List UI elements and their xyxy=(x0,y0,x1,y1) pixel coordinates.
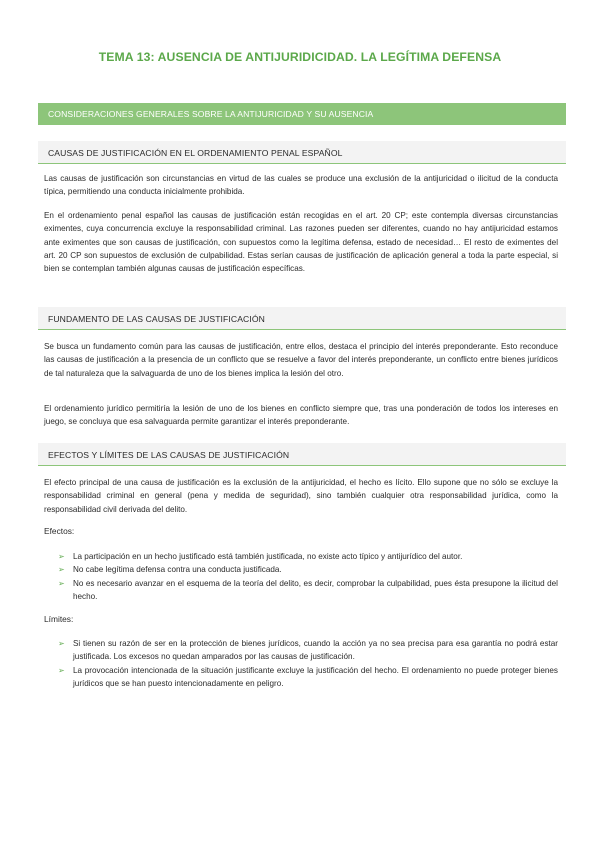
paragraph: En el ordenamiento penal español las causas de justificación están recogidas en el art. 20 CP; este contempla diversas circunstancias eximentes, cuya concurrencia excluye la responsabilidad criminal. Las razones pueden ser diferentes, cuando no hay antijuricidad estamos ante eximentes que son causas de justificación, con supuestos como la legítima defensa, estado de necesidad… El resto de eximentes del art. 20 CP son supuestos de exclusión de culpabilidad. Estas serían causas de justificación de aplicación general a toda la parte especial, si bien se contemplan también algunas causas de justificación específicas. xyxy=(44,211,558,274)
paragraph: Las causas de justificación son circunstancias en virtud de las cuales se produce una exclusión de la antijuricidad o ilicitud de la conducta típica, permitiendo una conducta inicialmente prohibida. xyxy=(44,174,558,197)
arrow-bullet-icon: ➢ xyxy=(58,639,65,648)
document-title: TEMA 13: AUSENCIA DE ANTIJURIDICIDAD. LA LEGÍTIMA DEFENSA xyxy=(98,50,502,64)
section-heading-fundamento: FUNDAMENTO DE LAS CAUSAS DE JUSTIFICACIÓN xyxy=(38,307,566,330)
list-item-text: No cabe legítima defensa contra una conducta justificada. xyxy=(73,565,282,575)
section-heading-efectos-limites: EFECTOS Y LÍMITES DE LAS CAUSAS DE JUSTIFICACIÓN xyxy=(38,443,566,466)
list-item xyxy=(58,577,558,604)
arrow-bullet-icon: ➢ xyxy=(58,578,65,588)
list-item xyxy=(58,637,558,664)
list-item-text: La provocación intencionada de la situación justificante excluye la justificación del hecho. El ordenamiento no puede proteger bienes jurídicos que se han puesto intencionadamente en peligro. xyxy=(73,665,558,688)
arrow-bullet-icon: ➢ xyxy=(58,665,65,675)
section-banner: CONSIDERACIONES GENERALES SOBRE LA ANTIJURICIDAD Y SU AUSENCIA xyxy=(38,103,566,125)
arrow-bullet-icon: ➢ xyxy=(58,552,65,561)
paragraph: El efecto principal de una causa de justificación es la exclusión de la antijuricidad, el hecho es lícito. Ello supone que no sólo se excluye la responsabilidad criminal en general (pena y medida de seguridad), sino también cualquier otra responsabilidad jurídica, como la responsabilidad civil derivada del delito. xyxy=(44,478,558,514)
list-item xyxy=(58,563,558,576)
list-item-text: Si tienen su razón de ser en la protección de bienes jurídicos, cuando la acción ya no sea precisa para esa garantía no podrá estar justificada. Los excesos no quedan amparados por las causas de justificación. xyxy=(73,639,558,662)
list-item-text: No es necesario avanzar en el esquema de la teoría del delito, es decir, comprobar la culpabilidad, pues ésta presupone la ilicitud del hecho. xyxy=(73,578,558,601)
list-item xyxy=(58,550,558,563)
limites-list xyxy=(58,637,558,690)
efectos-list xyxy=(58,550,558,603)
paragraph: Se busca un fundamento común para las causas de justificación, entre ellos, destaca el principio del interés preponderante. Esto reconduce las causas de justificación a la presencia de un conflicto que se resuelve a favor del interés preponderante, un conflicto entre bienes jurídicos de tal naturaleza que la salvaguarda de uno de los bienes implica la lesión del otro. xyxy=(44,342,558,378)
paragraph: El ordenamiento jurídico permitiría la lesión de uno de los bienes en conflicto siempre que, tras una ponderación de todos los intereses en juego, se concluya que esa salvaguarda permite garantizar el interés preponderante. xyxy=(44,404,558,427)
efectos-label: Efectos: xyxy=(44,526,75,536)
limites-label: Límites: xyxy=(44,614,74,624)
arrow-bullet-icon: ➢ xyxy=(58,565,65,575)
section-heading-causas: CAUSAS DE JUSTIFICACIÓN EN EL ORDENAMIENTO PENAL ESPAÑOL xyxy=(38,141,566,164)
list-item-text: La participación en un hecho justificado está también justificada, no existe acto típico y antijurídico del autor. xyxy=(73,552,463,561)
list-item xyxy=(58,664,558,691)
